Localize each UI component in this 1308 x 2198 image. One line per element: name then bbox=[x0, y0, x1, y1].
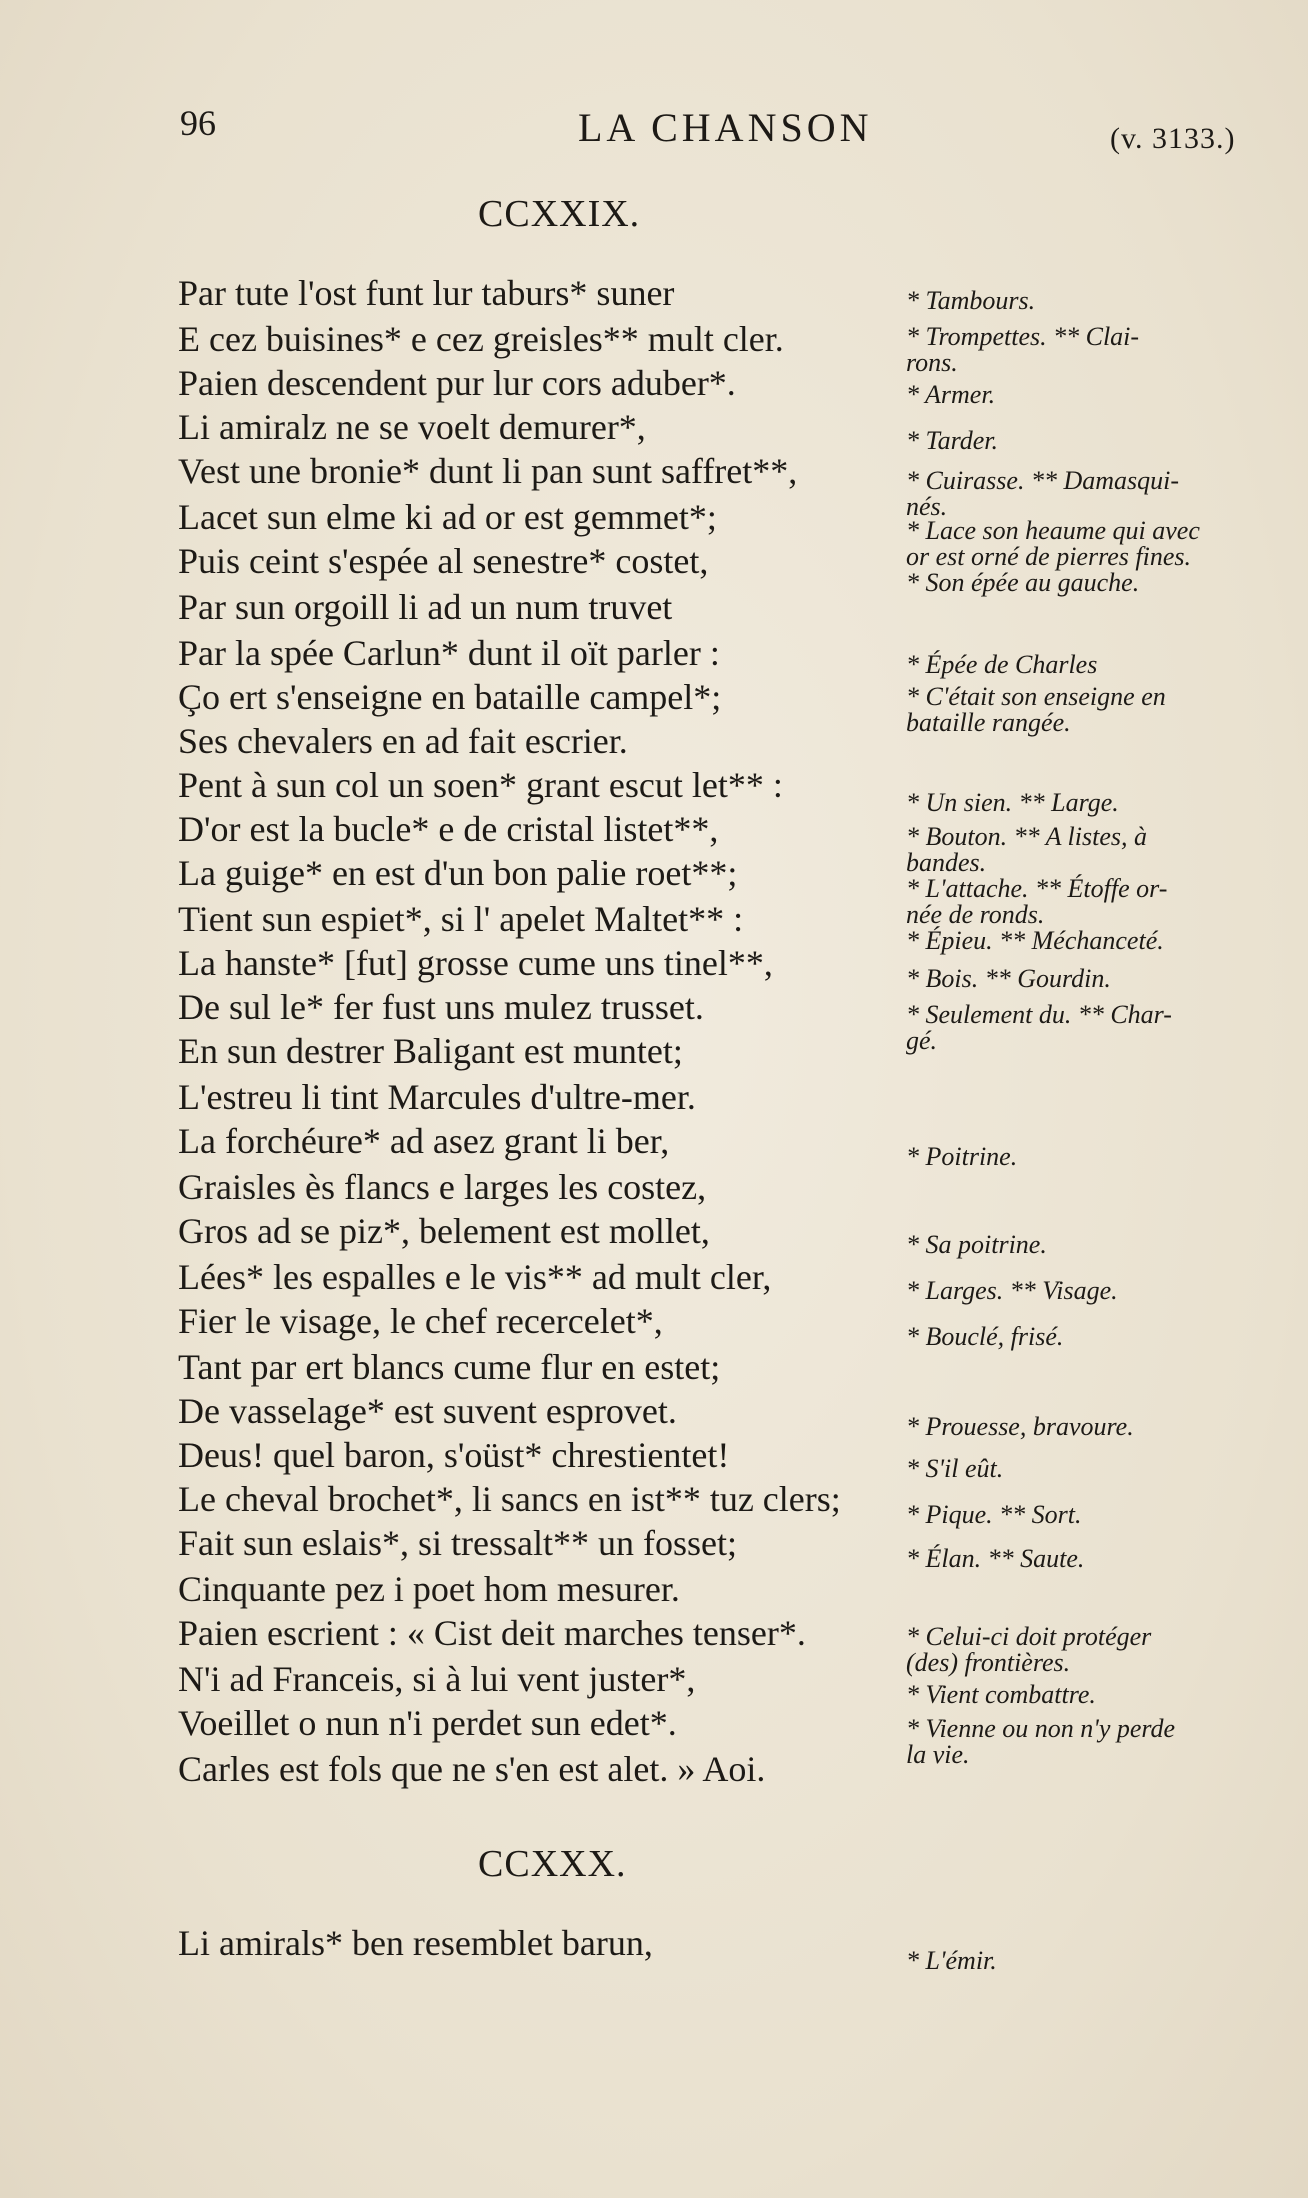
gloss-note: * S'il eût. bbox=[906, 1454, 1004, 1483]
verse-line: Graisles ès flancs e larges les costez, bbox=[178, 1167, 707, 1207]
gloss-note: * Larges. ** Visage. bbox=[906, 1276, 1118, 1305]
gloss-note: * C'était son enseigne en bbox=[906, 682, 1166, 711]
verse-line: Ses chevalers en ad fait escrier. bbox=[178, 721, 628, 761]
verse-line: La hanste* [fut] grosse cume uns tinel**, bbox=[178, 943, 773, 983]
gloss-note: * Armer. bbox=[906, 380, 996, 409]
verse-line: Pent à sun col un soen* grant escut let** : bbox=[178, 765, 783, 805]
gloss-note: * Bouton. ** A listes, à bbox=[906, 822, 1147, 851]
gloss-note: (des) frontières. bbox=[906, 1648, 1071, 1677]
gloss-note: bandes. bbox=[906, 848, 987, 877]
verse-line: Fait sun eslais*, si tressalt** un fosset; bbox=[178, 1523, 737, 1563]
gloss-note: * Vient combattre. bbox=[906, 1680, 1096, 1709]
gloss-note: * Vienne ou non n'y perde bbox=[906, 1714, 1176, 1743]
verse-line: E cez buisines* e cez greisles** mult cler. bbox=[178, 319, 784, 359]
verse-reference: (v. 3133.) bbox=[1110, 122, 1236, 155]
verse-line: Deus! quel baron, s'oüst* chrestientet! bbox=[178, 1435, 730, 1475]
gloss-note: * L'émir. bbox=[906, 1946, 997, 1975]
gloss-note: * Élan. ** Saute. bbox=[906, 1544, 1085, 1573]
verse-line: D'or est la bucle* e de cristal listet**, bbox=[178, 809, 719, 849]
verse-line: Lées* les espalles e le vis** ad mult cler, bbox=[178, 1257, 772, 1297]
gloss-note: * Seulement du. ** Char- bbox=[906, 1000, 1172, 1029]
gloss-note: bataille rangée. bbox=[906, 708, 1071, 737]
verse-line: Le cheval brochet*, li sancs en ist** tuz clers; bbox=[178, 1479, 841, 1519]
verse-line: Tient sun espiet*, si l' apelet Maltet** : bbox=[178, 899, 744, 939]
gloss-note: * Un sien. ** Large. bbox=[906, 788, 1119, 817]
verse-line: Lacet sun elme ki ad or est gemmet*; bbox=[178, 497, 717, 537]
verse-line: Tant par ert blancs cume flur en estet; bbox=[178, 1347, 721, 1387]
verse-line: Paien escrient : « Cist deit marches tenser*. bbox=[178, 1613, 806, 1653]
gloss-note: * Épée de Charles bbox=[906, 650, 1098, 679]
gloss-note: * Épieu. ** Méchanceté. bbox=[906, 926, 1164, 955]
verse-line: Voeillet o nun n'i perdet sun edet*. bbox=[178, 1703, 677, 1743]
verse-line: En sun destrer Baligant est muntet; bbox=[178, 1031, 683, 1071]
verse-line: Puis ceint s'espée al senestre* costet, bbox=[178, 541, 709, 581]
verse-line: Paien descendent pur lur cors aduber*. bbox=[178, 363, 736, 403]
verse-line: N'i ad Franceis, si à lui vent juster*, bbox=[178, 1659, 696, 1699]
running-title: LA CHANSON bbox=[578, 105, 873, 150]
verse-line: La forchéure* ad asez grant li ber, bbox=[178, 1121, 670, 1161]
stanza-title: CCXXX. bbox=[478, 1843, 627, 1885]
verse-line: Li amirals* ben resemblet barun, bbox=[178, 1923, 653, 1963]
verse-line: Carles est fols que ne s'en est alet. » Aoi. bbox=[178, 1749, 766, 1789]
stanza-title: CCXXIX. bbox=[478, 193, 641, 235]
verse-line: Gros ad se piz*, belement est mollet, bbox=[178, 1211, 710, 1251]
gloss-note: nés. bbox=[906, 492, 948, 521]
verse-line: Fier le visage, le chef recercelet*, bbox=[178, 1301, 663, 1341]
gloss-note: * Celui-ci doit protéger bbox=[906, 1622, 1152, 1651]
verse-line: La guige* en est d'un bon palie roet**; bbox=[178, 853, 738, 893]
gloss-note: * Son épée au gauche. bbox=[906, 568, 1140, 597]
verse-line: Par la spée Carlun* dunt il oït parler : bbox=[178, 633, 720, 673]
gloss-note: née de ronds. bbox=[906, 900, 1045, 929]
gloss-note: * Bouclé, frisé. bbox=[906, 1322, 1064, 1351]
gloss-note: * L'attache. ** Étoffe or- bbox=[906, 874, 1168, 903]
gloss-note: * Sa poitrine. bbox=[906, 1230, 1047, 1259]
gloss-note: * Bois. ** Gourdin. bbox=[906, 964, 1111, 993]
gloss-note: gé. bbox=[906, 1026, 938, 1055]
page-number: 96 bbox=[180, 103, 216, 143]
gloss-note: * Tarder. bbox=[906, 426, 999, 455]
verse-line: Vest une bronie* dunt li pan sunt saffret**, bbox=[178, 451, 798, 491]
verse-line: Li amiralz ne se voelt demurer*, bbox=[178, 407, 646, 447]
gloss-note: * Lace son heaume qui avec bbox=[906, 516, 1200, 545]
verse-line: L'estreu li tint Marcules d'ultre-mer. bbox=[178, 1077, 696, 1117]
verse-line: Ço ert s'enseigne en bataille campel*; bbox=[178, 677, 722, 717]
gloss-note: rons. bbox=[906, 348, 958, 377]
gloss-note: * Prouesse, bravoure. bbox=[906, 1412, 1134, 1441]
gloss-note: * Pique. ** Sort. bbox=[906, 1500, 1082, 1529]
gloss-note: la vie. bbox=[906, 1740, 970, 1769]
gloss-note: * Poitrine. bbox=[906, 1142, 1018, 1171]
gloss-note: * Cuirasse. ** Damasqui- bbox=[906, 466, 1180, 495]
verse-line: Cinquante pez i poet hom mesurer. bbox=[178, 1569, 680, 1609]
verse-line: De vasselage* est suvent esprovet. bbox=[178, 1391, 677, 1431]
verse-line: Par tute l'ost funt lur taburs* suner bbox=[178, 273, 675, 313]
verse-line: Par sun orgoill li ad un num truvet bbox=[178, 587, 673, 627]
gloss-note: * Trompettes. ** Clai- bbox=[906, 322, 1140, 351]
gloss-note: or est orné de pierres fines. bbox=[906, 542, 1191, 571]
verse-line: De sul le* fer fust uns mulez trusset. bbox=[178, 987, 704, 1027]
gloss-note: * Tambours. bbox=[906, 286, 1036, 315]
